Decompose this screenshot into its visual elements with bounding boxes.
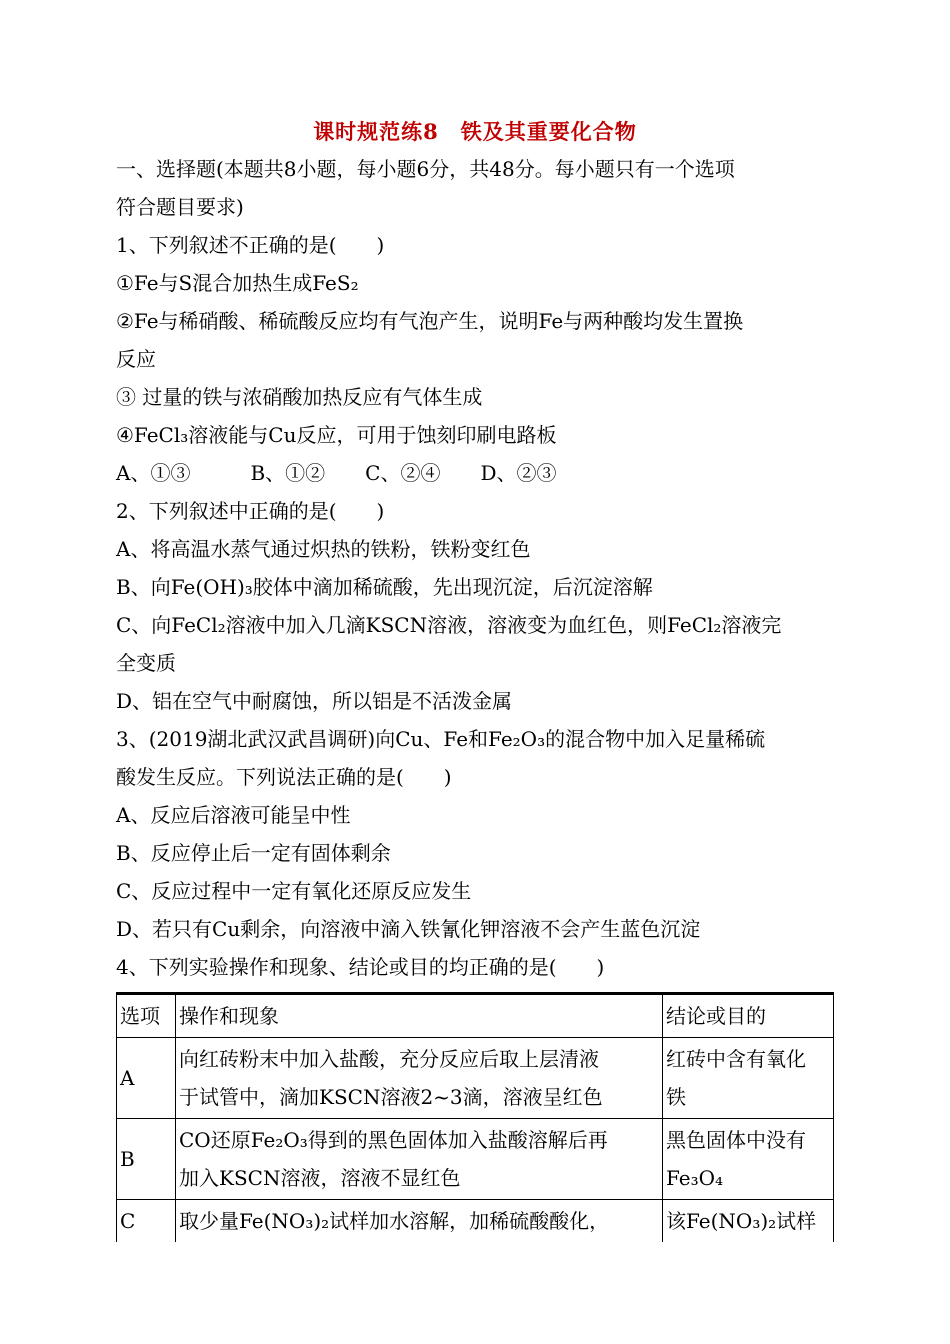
q3-stem-cont: 酸发生反应。下列说法正确的是( ) — [116, 765, 452, 789]
row-conclusion-line: Fe₃O₄ — [666, 1166, 724, 1190]
row-operation-line: 取少量Fe(NO₃)₂试样加水溶解，加稀硫酸酸化， — [179, 1209, 610, 1233]
page-title: 课时规范练8 铁及其重要化合物 — [313, 119, 637, 144]
row-operation-line: 向红砖粉末中加入盐酸，充分反应后取上层清液 — [179, 1047, 599, 1071]
q2-option-a: A、将高温水蒸气通过炽热的铁粉，铁粉变红色 — [116, 537, 531, 561]
q2-option-d: D、铝在空气中耐腐蚀，所以铝是不活泼金属 — [116, 689, 513, 713]
header-operation: 操作和现象 — [176, 994, 663, 1038]
row-option: C — [117, 1200, 176, 1243]
row-conclusion-line: 该Fe(NO₃)₂试样 — [666, 1209, 817, 1233]
row-operation-line: 加入KSCN溶液，溶液不显红色 — [179, 1166, 461, 1190]
q3-option-c: C、反应过程中一定有氧化还原反应发生 — [116, 879, 472, 903]
header-conclusion: 结论或目的 — [663, 994, 834, 1038]
row-conclusion-line: 铁 — [666, 1085, 686, 1109]
q1-statement-3: ③ 过量的铁与浓硝酸加热反应有气体生成 — [116, 385, 483, 409]
q1-options: A、①③ B、①② C、②④ D、②③ — [116, 461, 557, 485]
row-option: B — [117, 1119, 176, 1200]
row-conclusion — [663, 1038, 834, 1119]
q3-stem: 3、(2019湖北武汉武昌调研)向Cu、Fe和Fe₂O₃的混合物中加入足量稀硫 — [116, 727, 766, 751]
section-intro-line-2: 符合题目要求) — [116, 195, 244, 219]
table-header-row — [117, 994, 834, 1038]
row-conclusion — [663, 1119, 834, 1200]
q2-option-c: C、向FeCl₂溶液中加入几滴KSCN溶液，溶液变为血红色，则FeCl₂溶液完 — [116, 613, 782, 637]
table-row — [117, 1038, 834, 1119]
header-option: 选项 — [117, 994, 176, 1038]
q1-statement-2-cont: 反应 — [116, 347, 156, 371]
q4-stem: 4、下列实验操作和现象、结论或目的均正确的是( ) — [116, 955, 605, 979]
q4-table — [116, 992, 834, 1242]
table-row — [117, 1119, 834, 1200]
q2-stem: 2、下列叙述中正确的是( ) — [116, 499, 385, 523]
row-option: A — [117, 1038, 176, 1119]
q1-stem: 1、下列叙述不正确的是( ) — [116, 233, 385, 257]
row-operation-line: 于试管中，滴加KSCN溶液2~3滴，溶液呈红色 — [179, 1085, 603, 1109]
section-intro-line-1: 一、选择题(本题共8小题，每小题6分，共48分。每小题只有一个选项 — [116, 157, 735, 181]
row-conclusion-line: 黑色固体中没有 — [666, 1128, 806, 1152]
q3-option-d: D、若只有Cu剩余，向溶液中滴入铁氰化钾溶液不会产生蓝色沉淀 — [116, 917, 701, 941]
q2-option-b: B、向Fe(OH)₃胶体中滴加稀硫酸，先出现沉淀，后沉淀溶解 — [116, 575, 653, 599]
row-operation — [176, 1119, 663, 1200]
q1-statement-1: ①Fe与S混合加热生成FeS₂ — [116, 271, 359, 295]
row-operation-line: CO还原Fe₂O₃得到的黑色固体加入盐酸溶解后再 — [179, 1128, 608, 1152]
q3-option-a: A、反应后溶液可能呈中性 — [116, 803, 351, 827]
q1-statement-2: ②Fe与稀硝酸、稀硫酸反应均有气泡产生，说明Fe与两种酸均发生置换 — [116, 309, 744, 333]
row-conclusion-line: 红砖中含有氧化 — [666, 1047, 806, 1071]
q3-option-b: B、反应停止后一定有固体剩余 — [116, 841, 391, 865]
q1-statement-4: ④FeCl₃溶液能与Cu反应，可用于蚀刻印刷电路板 — [116, 423, 557, 447]
q2-option-c-cont: 全变质 — [116, 651, 176, 675]
row-operation — [176, 1200, 663, 1243]
row-conclusion — [663, 1200, 834, 1243]
row-operation — [176, 1038, 663, 1119]
table-row — [117, 1200, 834, 1243]
